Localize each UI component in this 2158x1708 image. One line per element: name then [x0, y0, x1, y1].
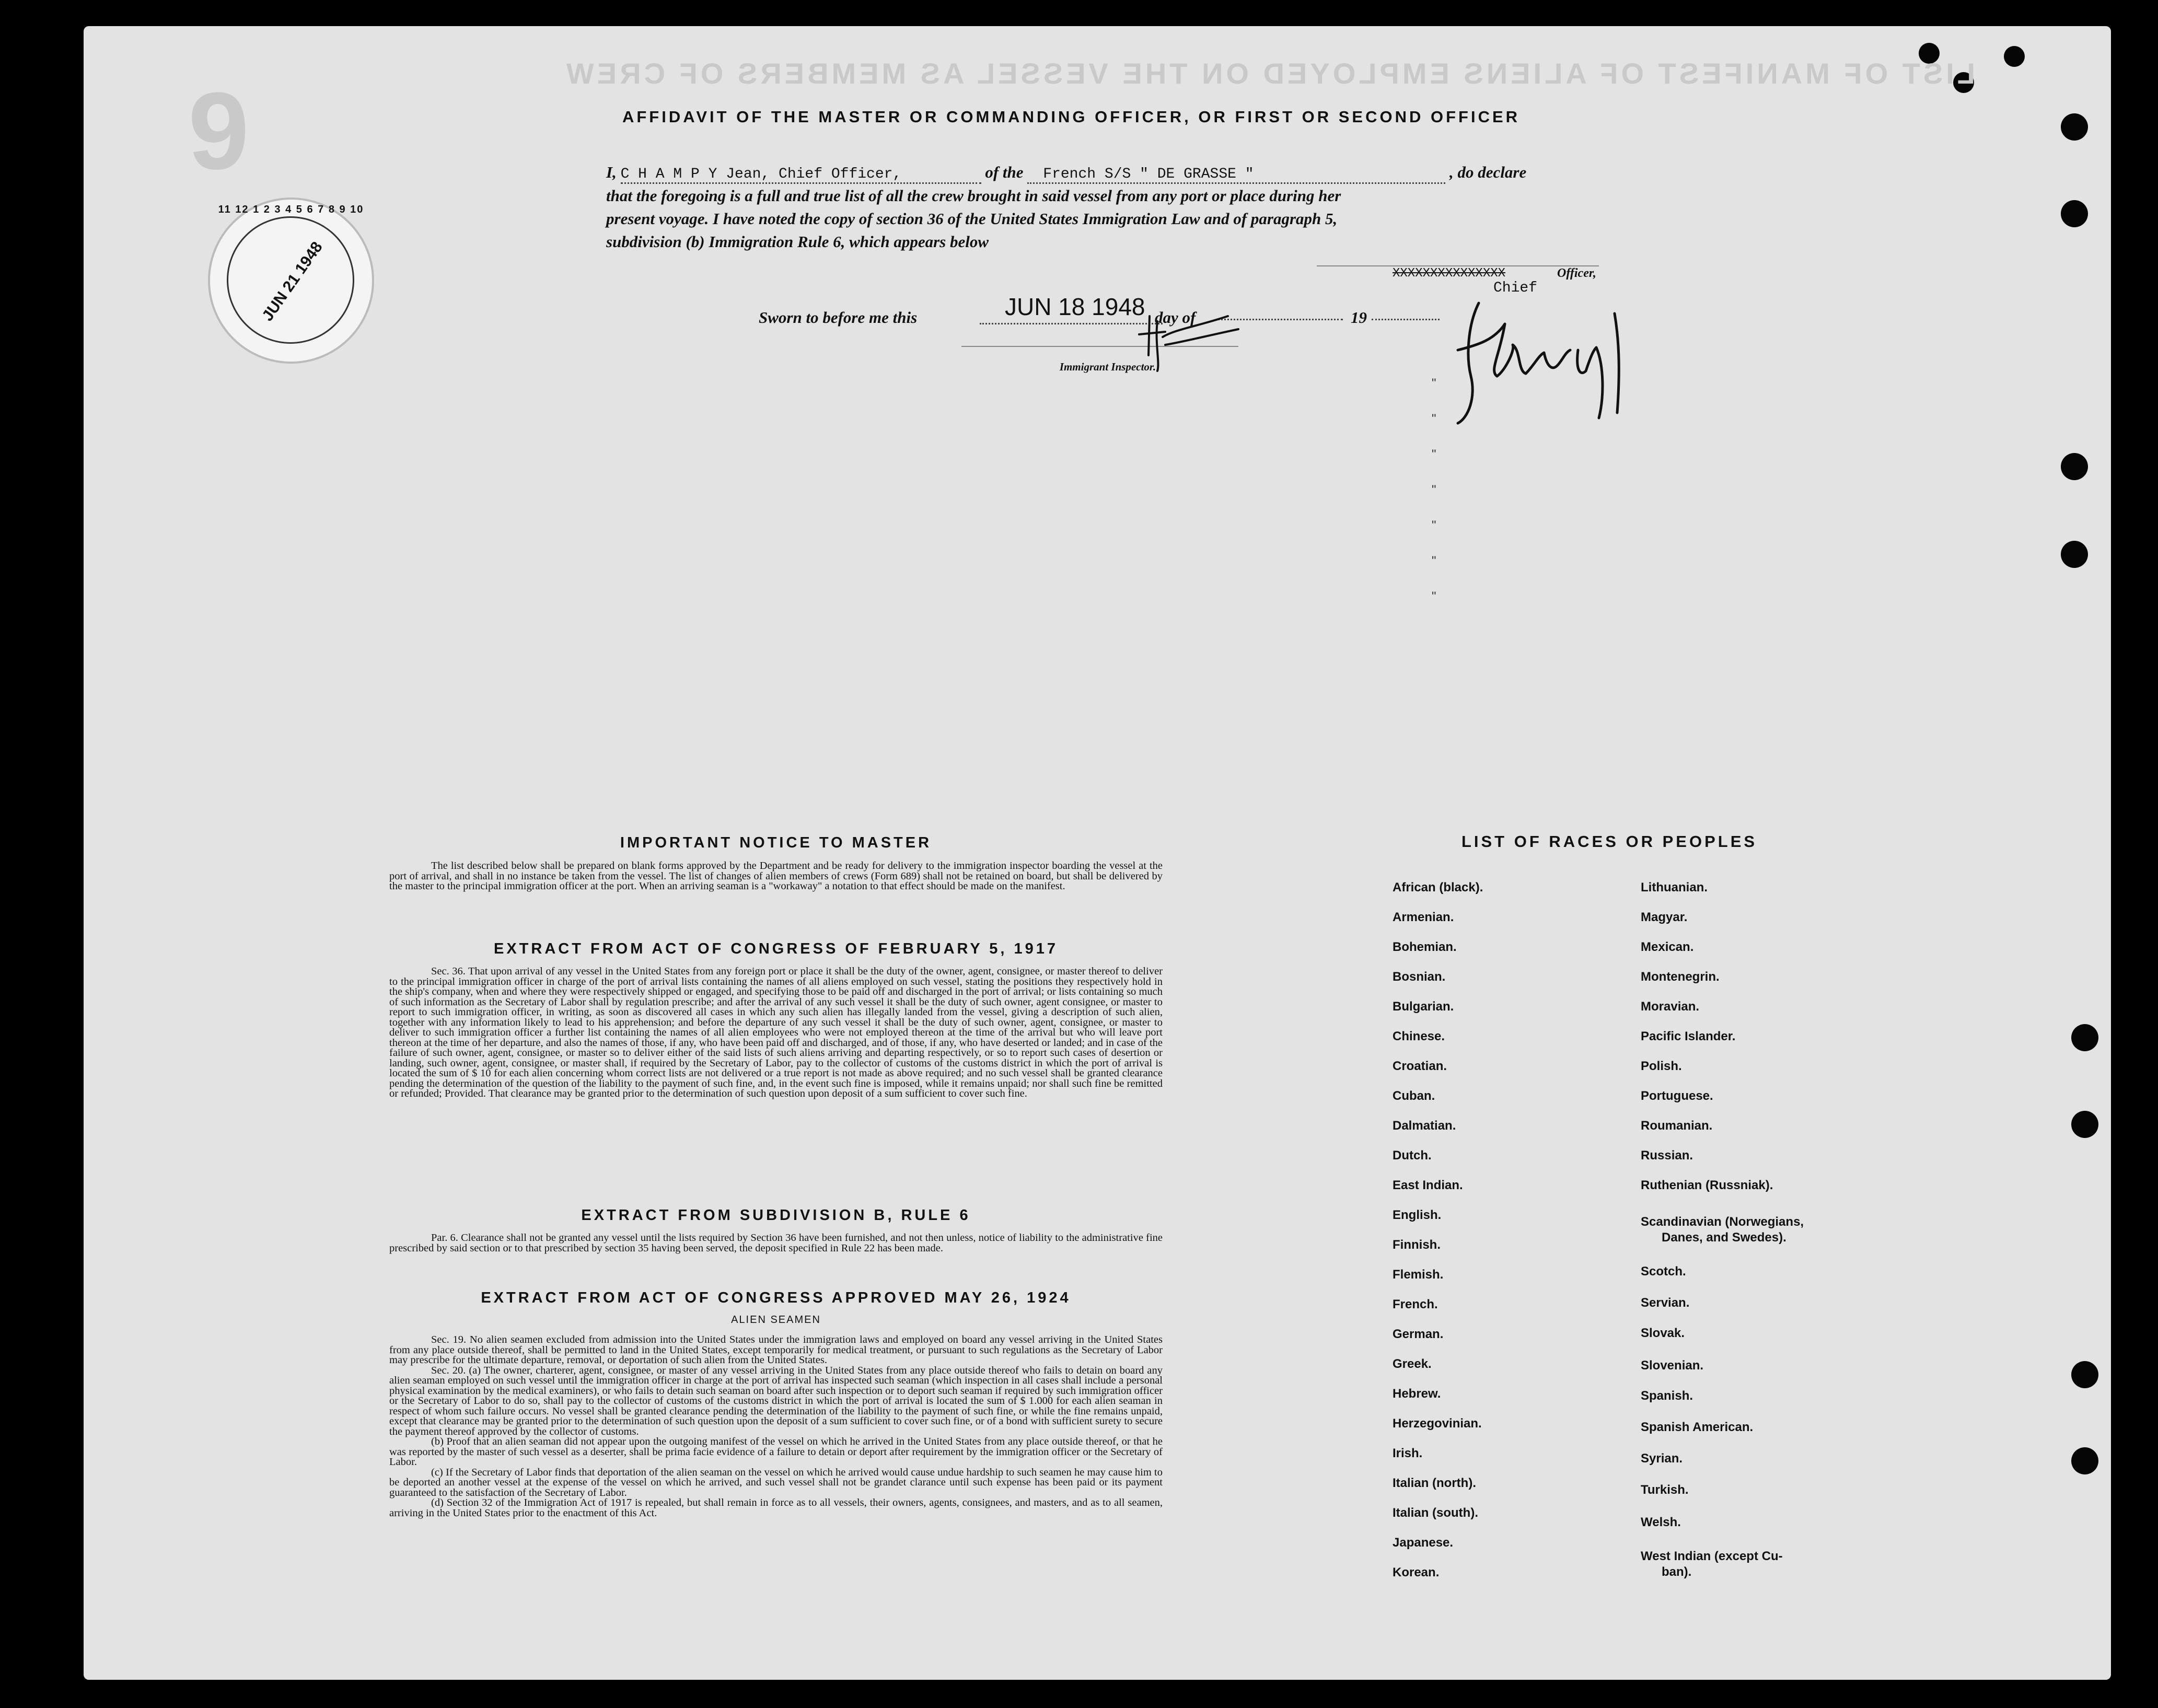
of-the-label: of the [985, 163, 1024, 181]
sworn-date-stamp: JUN 18 1948 [1005, 293, 1145, 320]
punch-hole [2071, 1111, 2098, 1138]
declaration-line-2: that the foregoing is a full and true list of all the crew brought in said vessel from any port or place during her [606, 187, 1341, 205]
race-item: Cuban. [1393, 1089, 1435, 1103]
notice-body: The list described below shall be prepared on blank forms approved by the Department and be ready for delivery to the immigration inspector boarding the vessel at the port of arrival, and shall in no instance be taken from the vessel. The list of changes of alien members of crews (Form 689) shall not be retained on board, but shall be delivered by the master to the principal immigration officer at the port. When an arriving seaman is a "workaway" a notation to that effect should be made on the manifest. [389, 860, 1163, 892]
extract-1924-title: EXTRACT FROM ACT OF CONGRESS APPROVED MAY 26, 1924 [481, 1289, 1071, 1306]
declaration-line-1 [606, 163, 1599, 184]
faint-top-title: LIST OF MANIFEST OF ALIENS EMPLOYED ON THE VESSEL AS MEMBERS OF CREW [563, 57, 1975, 90]
stamp-date: JUN 21 1948 [259, 238, 326, 324]
rule6-block [389, 1233, 1163, 1253]
ditto-mark: " [1432, 447, 1436, 461]
race-item: English. [1393, 1208, 1442, 1222]
inspector-signature [1134, 306, 1259, 374]
extract-1924-block [389, 1335, 1163, 1518]
rule6-body: Par. 6. Clearance shall not be granted any vessel until the lists required by Section 36 have been furnished, and not then unless, notice of liability to the administrative fine prescribed by said section or to that prescribed by section 35 having been served, the deposit specified in Rule 22 has been made. [389, 1232, 1163, 1254]
stamp-ring-numbers: 11 12 1 2 3 4 5 6 7 8 9 10 [218, 204, 364, 215]
race-item: African (black). [1393, 880, 1483, 894]
race-item: Korean. [1393, 1565, 1440, 1579]
race-item: Dutch. [1393, 1148, 1432, 1163]
race-item: Danes, and Swedes). [1662, 1230, 1786, 1245]
officer-rank: Chief [1493, 280, 1538, 296]
race-item: Magyar. [1641, 910, 1688, 924]
race-item: Italian (south). [1393, 1506, 1478, 1520]
sec20b-body: (b) Proof that an alien seaman did not appear upon the outgoing manifest of the vessel on which he arrived in the United States from any place outside thereof, or that he was reported by the master of such vessel as a deserter, shall be prima facie evidence of a failure to detain or deport after requirement by the immigration officer or the Secretary of Labor. [389, 1436, 1163, 1468]
punch-hole [2061, 541, 2088, 568]
alien-seamen-subtitle: ALIEN SEAMEN [731, 1314, 821, 1326]
punch-hole [2071, 1024, 2098, 1051]
day-of-label: day of [1155, 308, 1196, 327]
ditto-mark: " [1432, 376, 1436, 390]
race-item: Turkish. [1641, 1483, 1689, 1497]
sec19-body: Sec. 19. No alien seamen excluded from admission into the United States under the immigration laws and employed on board any vessel arriving in the United States from any place outside thereof, shall be permitted to land in the United States, except temporarily for medical treatment, or pursuant to such regulations as the Secretary of Labor may prescribe for the ultimate departure, removal, or deportation of such alien from the United States. [389, 1334, 1163, 1366]
race-item: Syrian. [1641, 1451, 1683, 1466]
race-item: Finnish. [1393, 1238, 1441, 1252]
race-item: Herzegovinian. [1393, 1416, 1482, 1431]
vessel-name: French S/S " DE GRASSE " [1027, 166, 1445, 184]
declaration-i: I, [606, 163, 617, 181]
race-item: ban). [1662, 1565, 1692, 1579]
ditto-mark: " [1432, 483, 1436, 497]
race-item: German. [1393, 1327, 1444, 1341]
race-item: Irish. [1393, 1446, 1423, 1460]
extract-1917-block [389, 967, 1163, 1099]
sec20d-body: (d) Section 32 of the Immigration Act of 1917 is repealed, but shall remain in force as to all vessels, their owners, agents, consignees, and masters, and as to all seamen, arriving in the United States prior to the enactment of this Act. [389, 1497, 1163, 1519]
race-item: Armenian. [1393, 910, 1454, 924]
race-item: Servian. [1641, 1296, 1690, 1310]
race-item: Ruthenian (Russniak). [1641, 1178, 1773, 1192]
received-stamp [208, 197, 374, 364]
punch-hole [2071, 1361, 2098, 1388]
race-item: Spanish American. [1641, 1420, 1754, 1434]
races-title: LIST OF RACES OR PEOPLES [1461, 832, 1758, 851]
officer-signature [1447, 293, 1646, 434]
ditto-mark: " [1432, 589, 1436, 603]
affidavit-title: AFFIDAVIT OF THE MASTER OR COMMANDING OFFICER, OR FIRST OR SECOND OFFICER [622, 108, 1521, 126]
ditto-column [1432, 366, 1463, 614]
race-item: Scotch. [1641, 1264, 1686, 1279]
race-item: French. [1393, 1297, 1438, 1311]
punch-hole [2004, 46, 2025, 67]
officer-name: C H A M P Y Jean, Chief Officer, [621, 166, 981, 184]
race-item: Lithuanian. [1641, 880, 1708, 894]
struck-officer-title: XXXXXXXXXXXXXXX [1393, 266, 1506, 281]
notice-title: IMPORTANT NOTICE TO MASTER [620, 834, 932, 851]
officer-suffix: Officer, [1557, 266, 1596, 280]
ditto-mark: " [1432, 412, 1436, 426]
race-item: Bosnian. [1393, 970, 1446, 984]
race-item: Bohemian. [1393, 940, 1457, 954]
race-item: Montenegrin. [1641, 970, 1720, 984]
race-item: Chinese. [1393, 1029, 1445, 1043]
punch-hole [2061, 200, 2088, 227]
race-item: Dalmatian. [1393, 1119, 1456, 1133]
race-item: Roumanian. [1641, 1119, 1713, 1133]
race-item: Bulgarian. [1393, 1000, 1454, 1014]
declaration-line-3: present voyage. I have noted the copy of section 36 of the United States Immigration Law and of paragraph 5, [606, 210, 1338, 228]
race-item: Scandinavian (Norwegians, [1641, 1215, 1804, 1229]
race-item: Italian (north). [1393, 1476, 1476, 1490]
race-item: Hebrew. [1393, 1387, 1441, 1401]
race-item: Slovak. [1641, 1326, 1685, 1340]
race-item: Russian. [1641, 1148, 1693, 1163]
do-declare-label: , do declare [1449, 163, 1527, 181]
sworn-label: Sworn to before me this [759, 308, 918, 327]
race-item: Portuguese. [1641, 1089, 1713, 1103]
extract-1917-title: EXTRACT FROM ACT OF CONGRESS OF FEBRUARY 5, 1917 [493, 940, 1059, 957]
race-item: Polish. [1641, 1059, 1682, 1073]
race-item: Pacific Islander. [1641, 1029, 1736, 1043]
sec20c-body: (c) If the Secretary of Labor finds that deportation of the alien seaman on the vessel on which he arrived would cause undue hardship to such seamen he may cause him to be deported an another vessel at the expense of the vessel on which he arrived, and such vessel shall not be grandet clarance until such expense has been paid or its payment guaranteed to the satisfaction of the Secretary of Labor. [389, 1466, 1163, 1498]
race-item: Spanish. [1641, 1389, 1693, 1403]
ditto-mark: " [1432, 554, 1436, 568]
punch-hole [2061, 113, 2088, 141]
inspector-label: Immigrant Inspector. [1059, 361, 1156, 373]
declaration-line-4: subdivision (b) Immigration Rule 6, which appears below [606, 233, 989, 251]
race-item: Welsh. [1641, 1515, 1681, 1529]
race-item: Moravian. [1641, 1000, 1700, 1014]
rule6-title: EXTRACT FROM SUBDIVISION B, RULE 6 [581, 1207, 971, 1224]
extract-1917-body: Sec. 36. That upon arrival of any vessel in the United States from any foreign port or place it shall be the duty of the owner, agent, consignee, or master thereof to deliver to the principal immigration officer in charge of the port of arrival lists containing the names of all aliens employed on such vessel, stating the positions they respectively hold in the ship's company, when and where they were respectively shipped or engaged, and specifying those to be paid off and discharged in the port of arrival; or lists containing so much of such information as the Secretary of Labor shall by regulation prescribe; and after the arrival of any such vessel it shall be the duty of such owner, agent consignee, or master to report to such immigration officer, in writing, as soon as discovered all cases in which any such alien has illegally landed from the vessel, giving a description of such alien, together with any information likely to lead to his apprehension; and before the departure of any such vessel it shall be the duty of such owner, agent, consignee, or master to deliver to such immigration officer a further list containing the names of all alien employees who were not employed thereon at the time of the arrival but who will leave port thereon at the time of her departure, and also the names of those, if any, who have been paid off and discharged, and of those, if any, who have deserted or landed; and in case of the failure of such owner, agent, consignee, or master so to deliver either of the said lists of such aliens arriving and departing respectively, or so to report such cases of desertion or landing, such owner, agent, consignee, or master shall, if required by the Secretary of Labor, pay to the collector of customs of the customs district in which the port of arrival is located the sum of $ 10 for each alien concerning whom correct lists are not delivered or a true report is not made as above required; and no such vessel shall be granted clearance pending the determination of the question of the liability to the payment of such fine, and, in the event such fine is imposed, while it remains unpaid; nor shall such fine be remitted or refunded; Provided. That clearance may be granted prior to the determination of such question upon deposit of a sum sufficient to cover such fine. [389, 966, 1163, 1099]
punch-hole [2071, 1447, 2098, 1474]
ditto-mark: " [1432, 518, 1436, 532]
race-item: Mexican. [1641, 940, 1694, 954]
faint-page-number: 9 [188, 69, 249, 192]
notice-body-block [389, 861, 1163, 892]
race-item: West Indian (except Cu- [1641, 1549, 1783, 1563]
race-item: Flemish. [1393, 1268, 1444, 1282]
race-item: Slovenian. [1641, 1358, 1704, 1373]
race-item: Greek. [1393, 1357, 1432, 1371]
race-item: East Indian. [1393, 1178, 1463, 1192]
year-prefix: 19 [1351, 308, 1367, 327]
year-field [1372, 319, 1440, 320]
race-item: Japanese. [1393, 1536, 1454, 1550]
punch-hole [2061, 453, 2088, 480]
sec20a-body: Sec. 20. (a) The owner, charterer, agent, consignee, or master of any vessel arriving in the United States from any place outside thereof who fails to detain on board any alien seaman employed on such vessel until the immigration officer in charge at the port of arrival has inspected such seaman (which inspection in all cases shall include a personal physical examination by the medical examiners), or who fails to detain such seaman on board after such inspection or to deport such seaman if required by such immigration officer or the Secretary of Labor to do so, shall pay to the collector of customs of the customs district in which the port of arrival is located the sum of $ 1.000 for each alien seaman in respect of whom such failure occurs. No vessel shall be granted clearance pending the determination of the liability to the payment of such fine, or while the fine remains unpaid, except that clearance may be granted prior to the determination of such question upon the deposit of a sum sufficient to cover such fine, or of a bond with sufficient surety to secure the payment thereof approved by the collector of customs. [389, 1364, 1163, 1437]
race-item: Croatian. [1393, 1059, 1447, 1073]
